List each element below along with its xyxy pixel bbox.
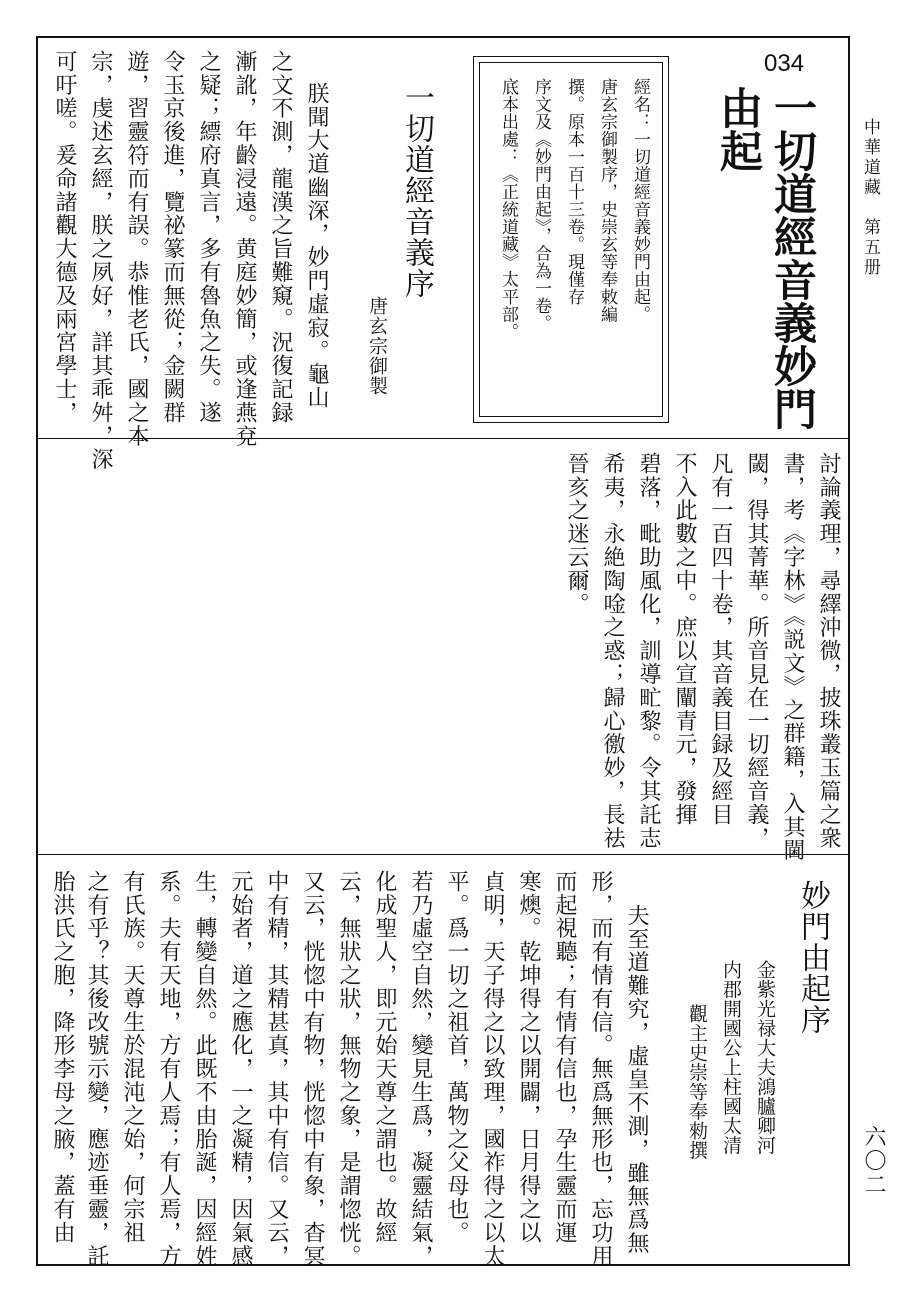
preface2-line-8: 化成聖人，即元始天尊之謂也。故經 (372, 870, 397, 1245)
preface1-line-4: 之疑；縹府真言，多有魯魚之失。遂 (196, 50, 221, 425)
preface2-line-10: 又云，恍惚中有物，恍惚中有象，杳冥 (300, 870, 325, 1268)
preface1-cont-line-7: 希夷，永絶陶唫之惑；歸心徼妙，長祛 (600, 452, 625, 850)
preface1-title: 一切道經音義序 (399, 82, 434, 299)
running-title: 中華道藏 第五册 (860, 118, 880, 278)
preface1-line-1: 朕聞大道幽深，妙門虛寂。龜山 (304, 82, 329, 410)
preface1-line-5: 令玉京後進，覽祕篆而無從；金闕群 (160, 50, 185, 425)
catalog-line-1: 經名：一切道經音義妙門由起。 (630, 78, 650, 323)
preface1-cont-line-6: 碧落，毗助風化，訓導甿黎。令其託志 (636, 452, 661, 850)
preface1-line-2: 之文不測，龍漢之旨難窺。況復記録 (268, 50, 293, 425)
preface2-line-14: 系。夫有天地，方有人焉；有人焉，方 (156, 870, 181, 1268)
preface2-line-5: 貞明，天子得之以致理，國祚得之以太 (480, 870, 505, 1268)
section-divider-bottom (36, 854, 850, 855)
preface2-line-11: 中有精，其精甚真，其中有信。又云， (264, 870, 289, 1268)
preface1-line-8: 可吁嗟。爰命諸觀大德及兩宮學士， (52, 50, 77, 425)
preface2-line-13: 生，轉變自然。此既不由胎誕，因經姓 (192, 870, 217, 1268)
preface1-cont-line-1: 討論義理，尋繹沖微，披珠叢玉篇之衆 (816, 452, 841, 850)
preface1-author: 唐玄宗御製 (366, 296, 388, 396)
preface2-credit-line-1: 金紫光禄大夫鴻臚卿河 (754, 960, 776, 1155)
preface2-line-7: 若乃虛空自然，變見生爲，凝靈結氣， (408, 870, 433, 1268)
preface1-cont-line-8: 晉亥之迷云爾。 (564, 452, 589, 616)
preface2-line-16: 之有乎？其後改號示變，應迹垂靈，託 (84, 870, 109, 1268)
preface2-line-15: 有氏族。天尊生於混沌之始，何宗祖 (120, 870, 145, 1245)
catalog-line-2: 唐玄宗御製序，史崇玄等奉敕編 (597, 78, 617, 323)
preface2-line-3: 而起視聽；有情有信也，孕生靈而運 (552, 870, 577, 1245)
preface1-cont-line-4: 凡有一百四十卷，其音義目録及經目 (708, 452, 733, 827)
page-number: 六〇二 (861, 1125, 886, 1197)
catalog-line-5: 底本出處：《正統道藏》太平部。 (498, 78, 518, 341)
preface2-line-12: 元始者，道之應化，一之凝精，因氣感 (228, 870, 253, 1268)
preface1-line-6: 遊，習靈符而有誤。恭惟老氏，國之本 (124, 50, 149, 448)
preface2-title: 妙門由起序 (795, 880, 830, 1035)
preface2-line-17: 胎洪氏之胞，降形李母之腋，蓋有由 (50, 870, 75, 1245)
entry-title-line1: 一切道經音義妙門 (767, 86, 817, 430)
preface1-cont-line-2: 書，考《字林》《説文》之群籍，入其閫 (780, 452, 805, 863)
entry-number: 034 (764, 50, 805, 77)
preface1-cont-line-3: 閾，得其菁華。所音見在一切經音義， (744, 452, 769, 850)
preface2-line-6: 平。爲一切之祖首，萬物之父母也。 (444, 870, 469, 1245)
preface2-line-9: 云，無狀之狀，無物之象，是謂惚恍。 (336, 870, 361, 1268)
catalog-line-4: 序文及《妙門由起》，合為一卷。 (531, 78, 551, 332)
preface1-cont-line-5: 不入此數之中。庶以宣闡青元，發揮 (672, 452, 697, 827)
preface1-line-3: 漸訛，年齡浸遠。黄庭妙簡，或逢燕兗 (232, 50, 257, 448)
entry-title-line2: 由起 (713, 86, 763, 172)
preface1-line-7: 宗，虔述玄經，朕之夙好，詳其乖舛，深 (88, 50, 113, 472)
preface2-line-4: 寒燠。乾坤得之以開闢，日月得之以 (516, 870, 541, 1245)
preface2-line-1: 夫至道難究，虛皇不測，雖無爲無 (624, 904, 649, 1255)
catalog-line-3: 撰。原本一百十三卷。現僅存 (564, 78, 584, 306)
section-divider-top (36, 438, 850, 439)
preface2-credit-line-3: 觀主史崇等奉勑撰 (686, 1004, 708, 1160)
preface2-credit-line-2: 内郡開國公上柱國太清 (720, 960, 742, 1155)
preface2-line-2: 形，而有情有信。無爲無形也，忘功用 (588, 870, 613, 1268)
